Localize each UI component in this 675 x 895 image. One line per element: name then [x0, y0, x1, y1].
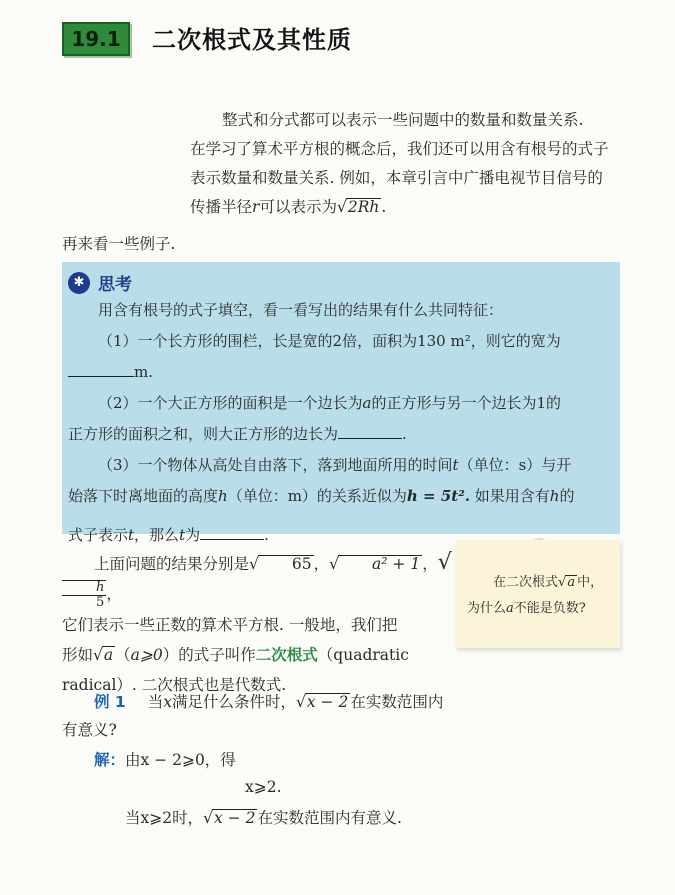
question-2-end: .: [402, 425, 407, 443]
solution-line-2: x⩾2.: [245, 778, 282, 796]
radical-sign: √: [329, 555, 340, 573]
solution-step-1: 由x − 2⩾0，得: [125, 751, 236, 769]
body-line-3d: （quadratic: [317, 646, 409, 664]
radical-sign: √: [93, 646, 103, 664]
note-line-1b: 中，: [577, 575, 604, 590]
question-3d: （单位：m）的关系近似为: [227, 487, 407, 505]
radical-sign: √: [558, 575, 567, 590]
question-3h: ，那么: [134, 526, 180, 544]
example-q-b: 满足什么条件时，: [171, 693, 296, 711]
note-line-1a: 在二次根式: [493, 575, 559, 590]
radical-sign: √: [437, 550, 452, 575]
solution-radicand: x − 2: [213, 809, 256, 827]
think-label: 思考: [98, 275, 132, 295]
radicand-a2-plus-1: a² + 1: [372, 555, 421, 573]
question-1-unit: m.: [134, 363, 153, 381]
intro-paragraph: [190, 106, 630, 222]
body-sep-2: ，: [422, 555, 438, 573]
section-number-badge: [62, 22, 130, 56]
note-radicand: a: [567, 575, 576, 590]
example-question-line-2: 有意义?: [62, 721, 117, 739]
var-h: h: [218, 487, 228, 505]
term-quadratic-radical: 二次根式: [255, 646, 318, 664]
question-3a: （3）一个物体从高处自由落下，落到地面所用的时间: [98, 456, 453, 474]
question-3f: 的: [559, 487, 575, 505]
question-3g: 式子表示: [68, 526, 129, 544]
solution-step-3a: 当x⩾2时，: [125, 809, 204, 827]
example-label: 例 1: [94, 693, 126, 711]
body-line-2: 它们表示一些正数的算术平方根. 一般地，我们把: [62, 616, 398, 634]
note-var-a: a: [506, 601, 514, 616]
section-title: 二次根式及其性质: [152, 26, 352, 54]
body-line-3a: 形如: [62, 646, 94, 664]
question-2a: （2）一个大正方形的面积是一个边长为: [98, 394, 363, 412]
margin-note: [455, 540, 620, 648]
answer-blank-3[interactable]: [200, 524, 264, 540]
question-3e: 如果用含有: [474, 487, 550, 505]
var-r: r: [252, 198, 260, 216]
intro-line-2: 在学习了算术平方根的概念后，我们还可以用含有根号的式子: [190, 140, 609, 158]
question-1: （1）一个长方形的围栏，长是宽的2倍，面积为130 m²，则它的宽为: [98, 332, 561, 350]
question-3b: （单位：s）与开: [458, 456, 572, 474]
lead-in-text: 再来看一些例子.: [62, 235, 176, 253]
var-t-3: t: [179, 526, 186, 544]
var-a: a: [362, 394, 372, 412]
example-var-x: x: [163, 693, 172, 711]
lightbulb-icon: ✱: [68, 272, 90, 294]
intro-line-1: 整式和分式都可以表示一些问题中的数量和数量关系.: [222, 111, 584, 129]
section-number: 19.1: [71, 27, 121, 51]
condition-a-nonneg: a⩾0: [130, 646, 163, 664]
example-q-a: 当: [147, 693, 164, 711]
think-box: [62, 262, 620, 544]
fraction-numerator: h: [62, 581, 106, 596]
body-sep-1: ，: [313, 555, 330, 573]
solution-line-3: [125, 806, 402, 828]
question-3-end: .: [264, 526, 269, 544]
example-radicand: x − 2: [306, 693, 349, 711]
radical-sign: √: [336, 198, 347, 216]
definition-radicand: a: [103, 646, 114, 664]
intro-line-4b: 可以表示为: [259, 198, 337, 216]
var-h-2: h: [549, 487, 560, 505]
note-line-2a: 为什么: [467, 601, 507, 616]
var-t-2: t: [128, 526, 135, 544]
body-line-3b: （: [115, 646, 131, 664]
fraction-denominator: 5: [96, 595, 105, 610]
intro-line-3: 表示数量和数量关系. 例如，本章引言中广播电视节目信号的: [190, 169, 603, 187]
intro-line-4-end: .: [381, 198, 387, 216]
radical-sign: √: [203, 809, 213, 827]
equation-h-5t2: h = 5t².: [406, 487, 470, 505]
think-instruction: 用含有根号的式子填空，看一看写出的结果有什么共同特征：: [98, 301, 504, 319]
radicand-2Rh: 2Rh: [347, 198, 380, 216]
solution-label: 解：: [94, 751, 126, 769]
example-question: [62, 690, 443, 712]
radical-sign: √: [295, 693, 306, 711]
question-3c: 始落下时离地面的高度: [68, 487, 219, 505]
note-line-2b: 不能是负数?: [513, 601, 586, 616]
radicand-65: 65: [258, 555, 314, 573]
solution-line-1: [62, 748, 236, 770]
solution-step-3b: 在实数范围内有意义.: [257, 809, 402, 827]
body-line-1a: 上面问题的结果分别是: [94, 555, 250, 573]
question-3i: 为: [185, 526, 201, 544]
body-line-1-end: ，: [106, 585, 122, 603]
question-2c: 正方形的面积之和，则大正方形的边长为: [68, 425, 339, 443]
body-line-4: radical）. 二次根式也是代数式.: [62, 676, 287, 694]
intro-line-4a: 传播半径: [190, 198, 253, 216]
answer-blank-2[interactable]: [338, 423, 402, 439]
body-line-3c: ）的式子叫作: [162, 646, 256, 664]
definition-paragraph: [62, 548, 452, 700]
question-2b: 的正方形与另一个边长为1的: [371, 394, 562, 412]
radical-sign: √: [249, 555, 259, 573]
example-q-c: 在实数范围内: [350, 693, 444, 711]
var-t: t: [452, 456, 459, 474]
answer-blank-1[interactable]: [68, 361, 134, 377]
